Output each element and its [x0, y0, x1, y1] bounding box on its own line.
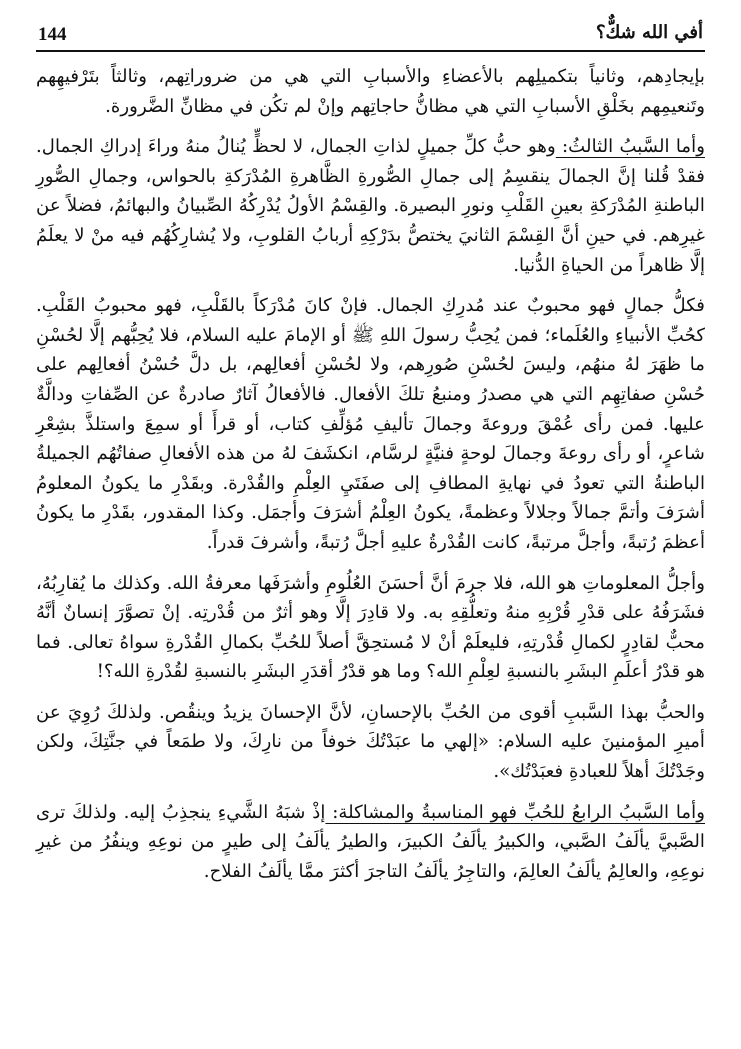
- section-heading-third-cause: وأما السَّببُ الثالثُ:: [555, 136, 705, 158]
- paragraph-4: [36, 569, 705, 687]
- page-header: [36, 22, 705, 52]
- paragraph-2-text: وهو حبُّ كلِّ جميلٍ لذاتِ الجمال، لا لحظٍّ يُنالُ منهُ وراءَ إدراكِ الجمال. فقدْ قُلنا إنَّ الجمالَ ينقسِمُ إلى جمالِ الصُّورةِ الظَّاهرةِ المُدْرَكةِ بالحواس، وجمالِ الصُّورِ الباطنةِ المُدْرَكةِ بعينِ القَلْبِ ونورِ البصيرة. والقِسْمُ الأولُ يُدْرِكُهُ الصِّبيانُ والبهائمُ، فضلاً عن غيرِهم. في حينِ أنَّ القِسْمَ الثانيَ يختصُّ بدَرْكِهِ أربابُ القلوبِ، ولا يُشارِكُهُم فيه منْ لا يعلَمُ إلَّا ظاهراً من الحياةِ الدُّنيا.: [36, 136, 705, 276]
- section-heading-fourth-cause: وأما السَّببُ الرابعُ للحُبِّ فهو المناسبةُ والمشاكلة:: [325, 801, 706, 823]
- paragraph-1-text: بإيجادِهم، وثانياً بتكميلِهم بالأعضاءِ والأسبابِ التي هي من ضروراتِهم، وثالثاً بتَرْفيهِهم وتَنعيمِهم بخَلْقِ الأسبابِ التي هي مظانُّ حاجاتِهم وإنْ لم تكُن في مظانِّ الضَّرورة.: [36, 66, 705, 117]
- page-number: 144: [38, 24, 67, 45]
- paragraph-4-text: وأجلُّ المعلوماتِ هو الله، فلا جرمَ أنَّ أحسَنَ العُلُومِ وأشرَفَها معرفةُ الله. وكذلك ما يُقارِبُهُ، فشَرَفُهُ على قدْرِ قُرْبِهِ منهُ وتعلُّقِهِ به. ولا قادِرَ إلَّا وهو أثرٌ من قُدْرتِه. إنْ تصوَّرَ إنسانٌ أنَّهُ محبٌّ لقادِرٍ لكمالِ قُدْرتِهِ، فليعلَمْ أنْ لا مُستحِقَّ أصلاً للحُبِّ بكمالِ القُدْرةِ سواهُ تعالى. فما هو قدْرُ أعلَمِ البشَرِ بالنسبةِ لعِلْمِ الله؟ وما هو قدْرُ أقدَرِ البشَرِ بالنسبةِ لقُدْرةِ الله؟!: [36, 572, 705, 683]
- running-title: أفي الله شكٌّ؟: [595, 22, 703, 43]
- paragraph-5: [36, 698, 705, 787]
- paragraph-6: [36, 798, 705, 887]
- body-text: [36, 62, 705, 897]
- paragraph-6-text: إذْ شبَهُ الشَّيءِ ينجذِبُ إليه. ولذلكَ ترى الصَّبيَّ يألَفُ الصَّبي، والكبيرُ يألَفُ الكبيرَ، والطيرُ يألَفُ إلى طيرٍ من نوعِهِ وينفُرُ من غيرِ نوعِهِ، والعالِمُ يألَفُ العالِمَ، والتاجِرُ يألَفُ التاجرَ أكثرَ ممَّا يألَفُ الفلاح.: [36, 801, 705, 882]
- paragraph-1: [36, 62, 705, 121]
- paragraph-5-text: والحبُّ بهذا السَّببِ أقوى من الحُبِّ بالإحسانِ، لأنَّ الإحسانَ يزيدُ وينقُص. ولذلكَ رُوِيَ عن أميرِ المؤمنينَ عليه السلام: «إلهي ما عبَدْتُكَ خوفاً من نارِكَ، ولا طمَعاً في جنَّتِكَ، ولكن وجَدْتُكَ أهلاً للعبادةِ فعبَدْتُك».: [36, 701, 705, 783]
- paragraph-2: [36, 132, 705, 280]
- paragraph-3-text: فكلُّ جمالٍ فهو محبوبٌ عند مُدرِكِ الجمال. فإنْ كانَ مُدْرَكاً بالقَلْبِ، فهو محبوبُ القَلْبِ. كحُبِّ الأنبياءِ والعُلَماء؛ فمن يُحِبُّ رسولَ اللهِ ﷺ أو الإمامَ عليه السلام، فلا يُحِبُّهم إلَّا لحُسْنِ ما ظهَرَ لهُ منهُم، وليسَ لحُسْنِ صُورِهم، ولا لحُسْنِ أفعالِهم، بل دلَّ حُسْنُ أفعالِهم على حُسْنِ صفاتِهِم التي هي مصدرُ ومنبعُ تلكَ الأفعال. فالأفعالُ آثارٌ صادرةٌ عن الصِّفاتِ ودالَّةٌ عليها. فمن رأى عُمْقَ وروعةَ وجمالَ تأليفِ مُؤلِّفِ كتاب، أو قرأَ أو سمِعَ واستلذَّ بشِعْرِ شاعرٍ، أو رأى روعةَ وجمالَ لوحةٍ فنيَّةٍ لرسَّام، انكشَفَ لهُ من هذه الأفعالِ صفاتُهُم الجميلةُ الباطنةُ التي تعودُ في نهايةِ المطافِ إلى صفَتَيِ العِلْمِ والقُدْرة. وبقَدْرِ ما يكونُ المعلومُ أشرَفَ وأتمَّ جمالاً وجلالاً وعظمةً، يكونُ العِلْمُ أشرَفَ وأجمَل. وكذا المقدور، بقَدْرِ ما يكونُ أعظمَ رُتبةً، وأجلَّ مرتبةً، كانت القُدْرةُ عليهِ أجلَّ رُتبةً، وأشرفَ قدراً.: [36, 295, 705, 553]
- paragraph-3: [36, 291, 705, 557]
